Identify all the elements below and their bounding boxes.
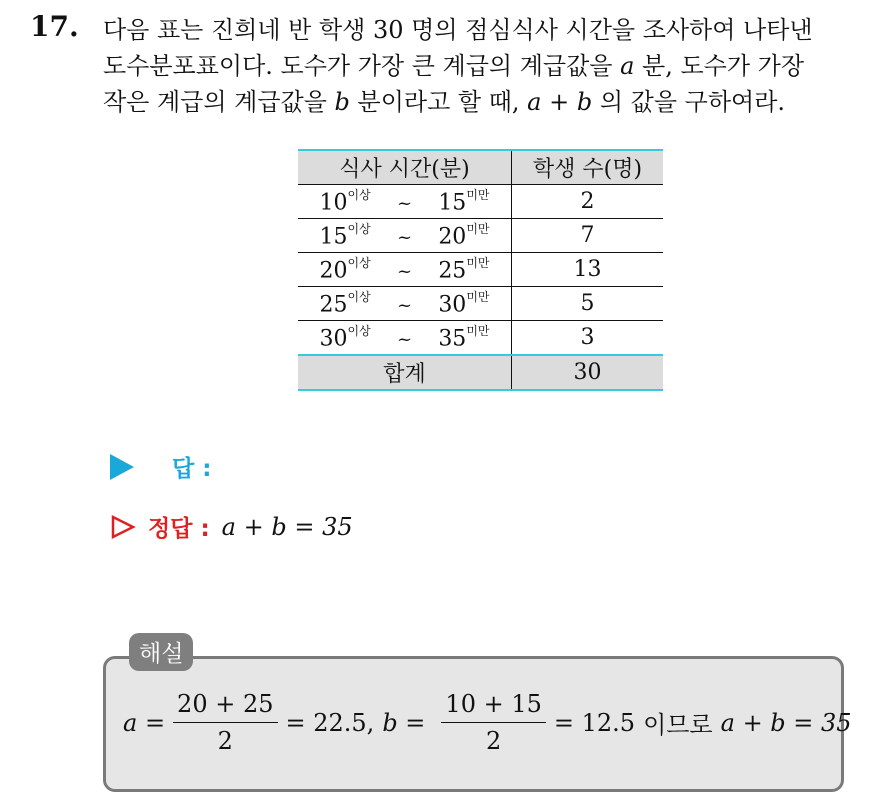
answer-label: 답 : — [172, 456, 212, 482]
frequency-value: 13 — [512, 253, 664, 287]
exp-eq1: = 22.5, — [285, 708, 375, 737]
frequency-value: 5 — [512, 287, 664, 321]
table-row — [298, 219, 663, 253]
exp-tail: 이므로 — [643, 711, 713, 739]
table-total-row — [298, 355, 663, 390]
table-row — [298, 253, 663, 287]
class-interval: $20^{이상}$ ~ $25^{미만}$ — [298, 253, 512, 287]
fraction-b: $\frac{10 + 15}{2}$ — [441, 690, 545, 755]
exp-a: a = — [123, 708, 166, 737]
frequency-table — [298, 149, 663, 391]
correct-answer-expr: a + b = 35 — [221, 512, 353, 541]
class-interval: $25^{이상}$ ~ $30^{미만}$ — [298, 287, 512, 321]
total-value: 30 — [512, 355, 664, 390]
answer-row — [110, 450, 211, 483]
frequency-value: 2 — [512, 185, 664, 219]
fraction-a: $\frac{20 + 25}{2}$ — [173, 690, 277, 755]
correct-answer-row — [110, 510, 353, 543]
explanation-content — [123, 690, 852, 755]
frequency-value: 7 — [512, 219, 664, 253]
total-label: 합계 — [298, 355, 512, 390]
table-row — [298, 287, 663, 321]
triangle-outline-icon — [110, 514, 136, 540]
question-text — [103, 12, 873, 120]
explanation-tab: 해설 — [129, 633, 193, 671]
exp-eq2: = 12.5 — [553, 708, 636, 737]
header-count: 학생 수(명) — [512, 150, 664, 185]
class-interval: $10^{이상}$ ~ $15^{미만}$ — [298, 185, 512, 219]
correct-answer-label: 정답 : — [148, 516, 210, 542]
table-row — [298, 321, 663, 356]
question-line-3: 작은 계급의 계급값을 b 분이라고 할 때, a + b 의 값을 구하여라. — [103, 88, 786, 116]
class-interval: $30^{이상}$ ~ $35^{미만}$ — [298, 321, 512, 356]
frequency-value: 3 — [512, 321, 664, 356]
header-time: 식사 시간(분) — [298, 150, 512, 185]
question-line-2: 도수분포표이다. 도수가 가장 큰 계급의 계급값을 a 분, 도수가 가장 — [103, 52, 805, 80]
question-line-1: 다음 표는 진희네 반 학생 30 명의 점심식사 시간을 조사하여 나타낸 — [103, 16, 813, 44]
class-interval: $15^{이상}$ ~ $20^{미만}$ — [298, 219, 512, 253]
exp-b: b = — [382, 708, 426, 737]
triangle-solid-icon — [110, 454, 134, 480]
question-number: 17. — [30, 10, 79, 43]
table-row — [298, 185, 663, 219]
exp-result: a + b = 35 — [720, 708, 852, 737]
table-header-row — [298, 150, 663, 185]
